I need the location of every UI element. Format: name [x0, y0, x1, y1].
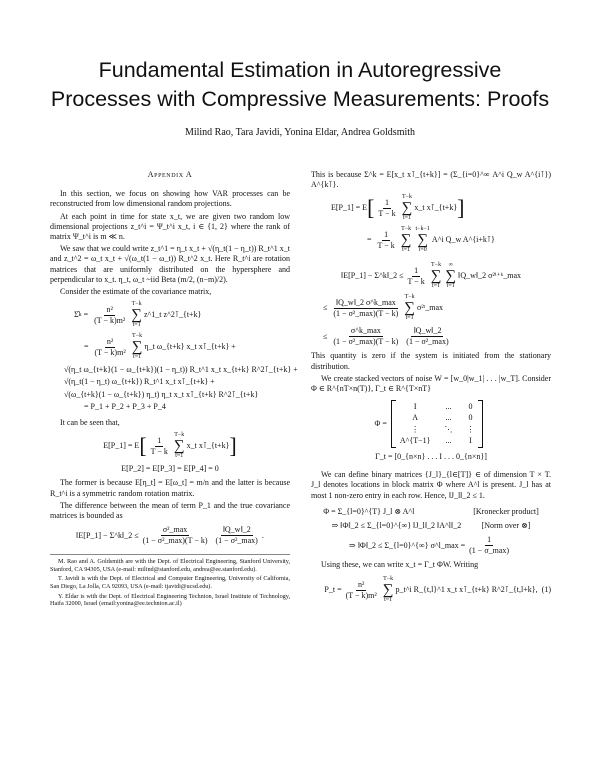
equation-bound-3: ≤ $\frac{\sigma\^{}k\_\max}{\text{(1 − σ²\_max)(T − k)}}$ $\frac{‖Q\_w‖\_2}{\text{(1 − σ²\_max)}}$ [323, 326, 449, 347]
title-line-1: Fundamental Estimation in Autoregressive [98, 58, 502, 82]
eq-annotation: [Norm over ⊗] [481, 521, 531, 531]
author-list: Milind Rao, Tara Javidi, Yonina Eldar, Andrea Goldsmith [184, 127, 416, 138]
matrix-cell: I [413, 402, 417, 412]
equation-sigma-2: = $\frac{\text{n²}}{\text{(T − k)m²}}$ T−k ∑ t=1 η_t ω_{t+k} x_t x⊺_{t+k} + [84, 333, 236, 361]
sum-symbol: T−k ∑ t=1 [404, 294, 415, 322]
eq-line: = P_1 + P_2 + P_3 + P_4 [84, 401, 166, 411]
matrix-cell: ⋮ [411, 424, 420, 434]
paper-title [0, 56, 600, 114]
paragraph: Consider the estimate of the covariance matrix, [60, 287, 212, 297]
eq-term: ‖Q_w‖_2 σ²ⁱ⁺ᵏ_max [458, 271, 522, 281]
eq-fraction: $\frac{‖Q\_w‖\_2}{\text{(1 − σ²\_max)}}$ [215, 525, 258, 546]
eq-fraction: $\frac{1}{T - k}$ [150, 435, 168, 456]
paragraph: We saw that we could write z_t^1 = η_t x_t + √(η_t(1 − η_t)) R_t^1 x_t and z_t^2 = ω_t x_t + √(ω_t(1 − ω_t)) R_t^2 x_t. Here R_t^i are rotation matrices that are uniformly distributed on the hypersphere and perpendicular to x_t. η_t, ω_t ~iid Beta (m/2, (n−m)/2). [50, 244, 290, 284]
eq-fraction: $\frac{\text{n²}}{\text{(T − k)m²}}$ [94, 336, 126, 357]
eq-body: ⇒ ‖Φ‖_2 ≤ Σ_{l=0}^{∞} ‖J_l‖_2 ‖A^l‖_2 [331, 521, 462, 531]
phi-matrix [391, 400, 484, 448]
paragraph: It can be seen that, [60, 418, 120, 428]
eq-lhs: E[P_1] = E [103, 441, 140, 451]
eq-term: x_t x⊺_{t+k} [186, 441, 230, 451]
paragraph: The former is because E[η_t] = E[ω_t] = m/n and the latter is because R_t^i is a symmetric random rotation matrix. [50, 478, 290, 498]
eq-body: ⇒ ‖Φ‖_2 ≤ Σ_{l=0}^{∞} σ^l_max = [348, 540, 466, 550]
paragraph: This is because Σ^k = E[x_t x⊺_{t+k}] = (Σ_{i=0}^∞ A^i Q_w A^{i⊺}) A^{k⊺}. [311, 170, 551, 190]
paragraph: At each point in time for state x_t, we are given two random low dimensional projections z_t^i = Ψ_t^i x_t, i ∈ {1, 2} where the rank of matrix Ψ_t^i is m ≪ n. [50, 211, 290, 242]
matrix-cell: I [469, 435, 472, 445]
matrix-cell: A^{T−1} [399, 435, 431, 445]
equation-expect-p1: E[P_1] = E [ $\frac{1}{T - k}$ T−k ∑ t=1 x_t x⊺_{t+k} ] [103, 432, 237, 460]
eq-body: Φ = Σ_{l=0}^{T} J_l ⊗ A^l [323, 506, 415, 516]
sum-symbol: T−k ∑ t=1 [400, 226, 412, 254]
sum-symbol: T−k ∑ t=1 [131, 333, 143, 361]
footnote: M. Rao and A. Goldsmith are with the Dept. of Electrical Engineering, Stanford University, Stanford, CA 94305, USA (e-mail: milind@stanford.edu, andrea@ee.stanford.edu). [50, 558, 290, 573]
equation-sigma: Σ̂ k = $\frac{\text{n²}}{\text{(T − k)m²}}$ T−k ∑ t=1 z^1_t z^2⊺_{t+k} [74, 301, 202, 329]
eq-term: x_t x⊺_{t+k} [414, 203, 458, 213]
eq-fraction: $\frac{‖Q\_w‖\_2 \sigma\^{}k\_\max}{\text{(1 − σ²\_max)(T − k)}}$ [333, 297, 399, 318]
equation-bound-1 [311, 262, 551, 290]
eq-fraction: $\frac{‖Q\_w‖\_2}{\text{(1 − σ²\_max)}}$ [406, 326, 449, 347]
equation-number: (1) [541, 585, 551, 595]
equation-norm-2 [311, 535, 551, 556]
equation-expect-right-2: = $\frac{1}{T - k}$ T−k ∑ t=1 t−k−1 ∑ i=0 A^i Q_w A^{i+k⊺} [367, 226, 495, 254]
eq-line: √(η_t ω_{t+k}(1 − ω_{t+k})(1 − η_t)) R_t^1 x_t x_{t+k} R^2⊺_{t+k} + [64, 365, 298, 375]
paragraph: This quantity is zero if the system is initiated from the stationary distribution. [311, 351, 551, 371]
footnote: Y. Eldar is with the Dept. of Electrical Engineering Technion, Israel Institute of Technology, Haifa 32000, Israel (email:yonina@ee.technion.ac.il) [50, 592, 290, 608]
sum-symbol: ∞ ∑ i=1 [445, 262, 457, 290]
eq-fraction: $\frac{\sigma\^{}k\_\max}{\text{(1 − σ²\_max)(T − k)}}$ [333, 326, 399, 347]
paragraph: In this section, we focus on showing how VAR processes can be reconstructed from low dimensional random projections. [50, 189, 290, 209]
paragraph: We create stacked vectors of noise W = [w_0|w_1| . . . |w_T]. Consider Φ ∈ R^{nT×n(T)}, Γ_t ∈ R^{T×nT} [311, 373, 551, 394]
eq-term: η_t ω_{t+k} x_t x⊺_{t+k} + [144, 342, 236, 352]
equation-gamma: Γ_t = [0_{n×n} . . . I . . . 0_{n×n}] [375, 452, 487, 462]
equation-bound-2: ≤ $\frac{‖Q\_w‖\_2 \sigma\^{}k\_\max}{\text{(1 − σ²\_max)(T − k)}}$ T−k ∑ t=1 σ²ᵗ_max [323, 294, 444, 322]
eq-fraction: $\frac{\text{σ²\_max}}{\text{(1 − σ²\_max)(T − k)}}$ [142, 525, 208, 546]
equation-diff-bound: ‖E[P_1] − Σ^k‖_2 ≤ $\frac{\text{σ²\_max}}{\text{(1 − σ²\_max)(T − k)}}$ $\frac{‖Q\_w‖\_2}{\text{(1 − σ²\_max)}}$ . [76, 525, 264, 546]
matrix-cell: A [412, 413, 419, 423]
eq-line: √(η_t(1 − η_t) ω_{t+k}) R_t^1 x_t x⊺_{t+k} + [64, 377, 215, 387]
matrix-cell: ⋮ [466, 424, 475, 434]
matrix-cell: ⋱ [444, 424, 453, 434]
eq-line: √(ω_{t+k}(1 − ω_{t+k}) η_t) η_t x_t x⊺_{t+k} R^2⊺_{t+k} [64, 389, 259, 399]
eq-lhs: ‖E[P_1] − Σ^k‖_2 ≤ [340, 271, 404, 281]
matrix-cell: 0 [468, 402, 473, 412]
sum-symbol: T−k ∑ t=1 [430, 262, 442, 290]
matrix-cell: ... [445, 413, 452, 423]
eq-term: σ²ᵗ_max [417, 303, 444, 313]
sum-symbol: T−k ∑ t=1 [401, 194, 413, 222]
matrix-cell: 0 [468, 413, 473, 423]
eq-lhs: E[P_1] = E [331, 203, 368, 213]
eq-term: z^1_t z^2⊺_{t+k} [143, 310, 202, 320]
equation-phi-sum [311, 507, 551, 517]
section-heading: Appendix A [147, 170, 193, 179]
eq-fraction: $\frac{1}{T - k}$ [377, 229, 395, 250]
eq-fraction: $\frac{\text{n²}}{\text{(T − k)m²}}$ [345, 579, 377, 600]
equation-phi-matrix: Φ = I ... 0 A ... 0 ⋮ ⋱ ⋮ A^{T−1} ... I [311, 400, 551, 448]
title-line-2: Processes with Compressive Measurements: Proofs [50, 87, 550, 111]
paragraph: The difference between the mean of term P_1 and the true covariance matrices is bounded as [50, 500, 290, 521]
eq-lhs: ‖E[P_1] − Σ^k‖_2 ≤ [76, 530, 139, 540]
right-column [311, 170, 551, 608]
paragraph: Using these, we can write x_t = Γ_t ΦW. Writing [321, 560, 479, 570]
sum-symbol: t−k−1 ∑ i=0 [415, 226, 430, 254]
eq-fraction: $\frac{\text{n²}}{\text{(T − k)m²}}$ [94, 304, 126, 325]
sum-symbol: T−k ∑ t=1 [131, 301, 142, 329]
equation-pt [311, 576, 551, 604]
eq-term: p_t^i R_{t,l}^1 x_t x⊺_{t+k} R^2⊺_{t,l+k}, [395, 585, 538, 595]
equation-expect-right: E[P_1] = E [ $\frac{1}{T - k}$ T−k ∑ t=1 x_t x⊺_{t+k} ] [331, 194, 465, 222]
footnote: T. Javidi is with the Dept. of Electrical and Computer Engineering, University of California, San Diego, La Jolla, CA 92093, USA (e-mail: tjavidi@ucsd.edu). [50, 575, 290, 591]
matrix-cell: ... [445, 435, 452, 445]
eq-lhs: Σ̂ [74, 310, 79, 320]
eq-fraction: $\frac{1}{(1 - \sigma\_\max)}$ [469, 535, 510, 556]
eq-term: A^i Q_w A^{i+k⊺} [431, 235, 495, 245]
eq-annotation: [Kronecker product] [473, 506, 539, 516]
equation-expect-p2: E[P_2] = E[P_3] = E[P_4] = 0 [121, 464, 219, 474]
sum-symbol: T−k ∑ t=1 [382, 576, 394, 604]
eq-fraction: $\frac{1}{T - k}$ [407, 265, 425, 286]
matrix-cell: ... [445, 402, 452, 412]
left-column [50, 170, 298, 610]
equation-norm-1 [311, 521, 551, 531]
eq-lhs: P_t = [324, 585, 342, 595]
footnotes [50, 554, 290, 608]
sum-symbol: T−k ∑ t=1 [173, 432, 185, 460]
paragraph: We can define binary matrices {J_l}_{l∈[T]} ∈ of dimension T × T. J_l denotes locations in block matrix Φ where A^l is present. J_l has at most 1 non-zero entry in each row. Hence, ‖J_l‖_2 ≤ 1. [311, 470, 551, 500]
eq-fraction: $\frac{1}{T - k}$ [378, 197, 396, 218]
